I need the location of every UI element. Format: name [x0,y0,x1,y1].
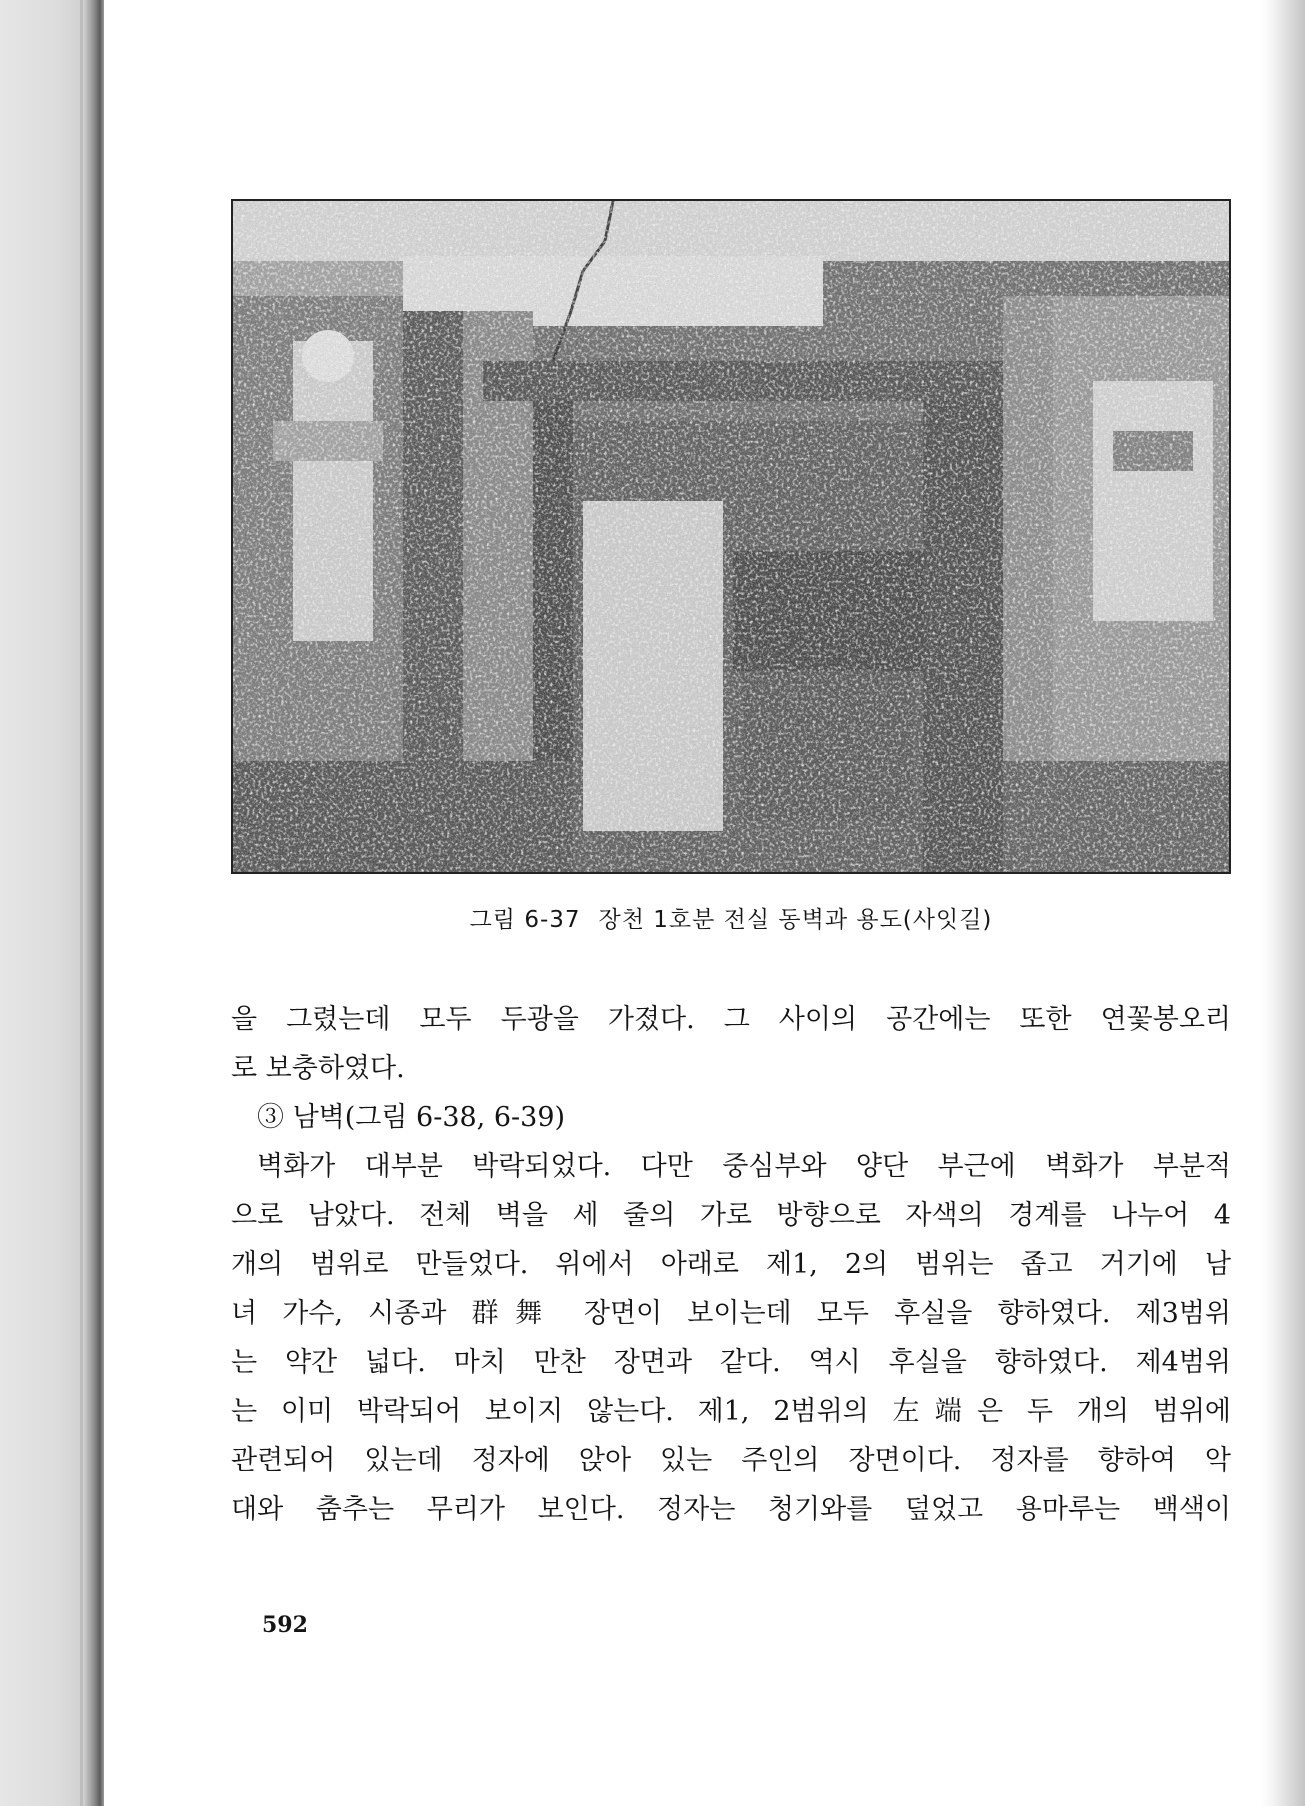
book-page-edge [1261,0,1305,1806]
text-line: 는 이미 박락되어 보이지 않는다. 제1, 2범위의 左端은 두 개의 범위에 [231,1396,1231,1427]
text-line: 는 약간 넓다. 마치 만찬 장면과 같다. 역시 후실을 향하였다. 제4범위 [231,1347,1231,1378]
book-spine-edge [0,0,104,1806]
text-line: 대와 춤추는 무리가 보인다. 정자는 청기와를 덮었고 용마루는 백색이 [231,1494,1231,1525]
figure-caption-text: 장천 1호분 전실 동벽과 용도(사잇길) [598,907,993,933]
text-line: 벽화가 대부분 박락되었다. 다만 중심부와 양단 부근에 벽화가 부분적 [257,1151,1231,1182]
section-heading: ③ 남벽(그림 6-38, 6-39) [257,1102,566,1133]
text-line: 관련되어 있는데 정자에 앉아 있는 주인의 장면이다. 정자를 향하여 악 [231,1445,1231,1476]
text-line: 개의 범위로 만들었다. 위에서 아래로 제1, 2의 범위는 좁고 거기에 남 [231,1249,1231,1280]
text-line: 으로 남았다. 전체 벽을 세 줄의 가로 방향으로 자색의 경계를 나누어 4 [231,1200,1231,1231]
figure-caption [231,901,1231,934]
text-line: 로 보충하였다. [231,1053,405,1084]
text-line: 을 그렸는데 모두 두광을 가졌다. 그 사이의 공간에는 또한 연꽃봉오리 [231,1004,1231,1035]
tomb-mural-photo [231,199,1231,874]
figure-caption-number: 그림 6-37 [469,907,581,933]
text-line: 녀 가수, 시종과 群舞 장면이 보이는데 모두 후실을 향하였다. 제3범위 [231,1298,1231,1329]
page [104,0,1261,1806]
page-number: 592 [262,1612,308,1638]
photo-graphic [233,201,1229,872]
body-text [231,995,1231,1534]
